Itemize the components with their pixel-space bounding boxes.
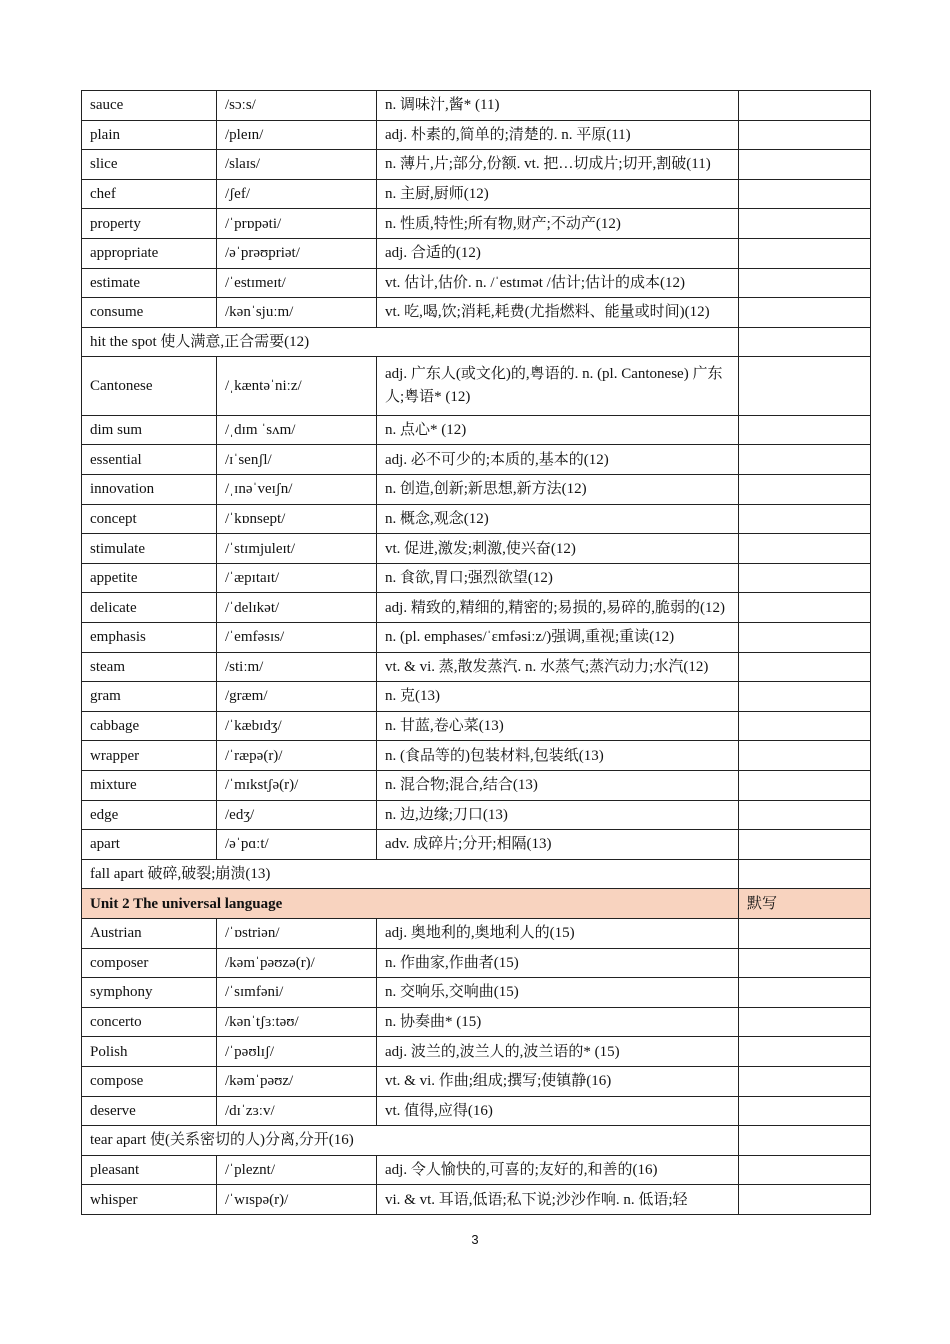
- vocab-row: [82, 120, 871, 150]
- word-cell: edge: [82, 800, 217, 830]
- phonetic-cell: /kəmˈpəʊz/: [217, 1066, 377, 1096]
- dictation-cell: [739, 593, 871, 623]
- vocab-row: [82, 209, 871, 239]
- meaning-cell: n. 薄片,片;部分,份额. vt. 把…切成片;切开,割破(11): [377, 150, 739, 180]
- vocab-row: [82, 415, 871, 445]
- phonetic-cell: /ʃef/: [217, 179, 377, 209]
- vocab-row: [82, 978, 871, 1008]
- word-cell: property: [82, 209, 217, 239]
- dictation-cell: [739, 327, 871, 357]
- vocab-row: [82, 298, 871, 328]
- word-cell: consume: [82, 298, 217, 328]
- word-cell: deserve: [82, 1096, 217, 1126]
- meaning-cell: vi. & vt. 耳语,低语;私下说;沙沙作响. n. 低语;轻: [377, 1185, 739, 1215]
- vocab-row: [82, 1037, 871, 1067]
- word-cell: emphasis: [82, 623, 217, 653]
- word-cell: Cantonese: [82, 357, 217, 416]
- meaning-cell: vt. 吃,喝,饮;消耗,耗费(尤指燃料、能量或时间)(12): [377, 298, 739, 328]
- vocab-row: [82, 623, 871, 653]
- phonetic-cell: /ˈpleznt/: [217, 1155, 377, 1185]
- dictation-header: 默写: [739, 889, 871, 919]
- phrase-row: [82, 859, 871, 889]
- dictation-cell: [739, 652, 871, 682]
- word-cell: appetite: [82, 563, 217, 593]
- vocab-row: [82, 1096, 871, 1126]
- meaning-cell: n. (食品等的)包装材料,包装纸(13): [377, 741, 739, 771]
- meaning-cell: adj. 精致的,精细的,精密的;易损的,易碎的,脆弱的(12): [377, 593, 739, 623]
- phonetic-cell: /əˈprəʊpriət/: [217, 238, 377, 268]
- word-cell: Polish: [82, 1037, 217, 1067]
- meaning-cell: adv. 成碎片;分开;相隔(13): [377, 830, 739, 860]
- phonetic-cell: /ˌɪnəˈveɪʃn/: [217, 475, 377, 505]
- word-cell: chef: [82, 179, 217, 209]
- dictation-cell: [739, 179, 871, 209]
- meaning-cell: n. 点心* (12): [377, 415, 739, 445]
- dictation-cell: [739, 534, 871, 564]
- dictation-cell: [739, 918, 871, 948]
- phonetic-cell: /stiːm/: [217, 652, 377, 682]
- word-cell: plain: [82, 120, 217, 150]
- word-cell: essential: [82, 445, 217, 475]
- word-cell: appropriate: [82, 238, 217, 268]
- phonetic-cell: /ˌdɪm ˈsʌm/: [217, 415, 377, 445]
- dictation-cell: [739, 1126, 871, 1156]
- page-number: 3: [471, 1232, 479, 1247]
- unit-header-row: [82, 889, 871, 919]
- vocab-row: [82, 563, 871, 593]
- meaning-cell: n. 概念,观念(12): [377, 504, 739, 534]
- word-cell: symphony: [82, 978, 217, 1008]
- vocab-row: [82, 948, 871, 978]
- phonetic-cell: /ˈræpə(r)/: [217, 741, 377, 771]
- dictation-cell: [739, 120, 871, 150]
- vocab-row: [82, 741, 871, 771]
- dictation-cell: [739, 238, 871, 268]
- phonetic-cell: /pleɪn/: [217, 120, 377, 150]
- dictation-cell: [739, 475, 871, 505]
- vocab-row: [82, 475, 871, 505]
- meaning-cell: adj. 广东人(或文化)的,粤语的. n. (pl. Cantonese) 广东人;粤语* (12): [377, 357, 739, 416]
- vocabulary-table: [81, 90, 871, 1215]
- phonetic-cell: /ˈæpɪtaɪt/: [217, 563, 377, 593]
- phonetic-cell: /ˈstɪmjuleɪt/: [217, 534, 377, 564]
- word-cell: steam: [82, 652, 217, 682]
- phonetic-cell: /əˈpɑːt/: [217, 830, 377, 860]
- dictation-cell: [739, 800, 871, 830]
- word-cell: estimate: [82, 268, 217, 298]
- word-cell: whisper: [82, 1185, 217, 1215]
- unit-title: Unit 2 The universal language: [82, 889, 739, 919]
- word-cell: slice: [82, 150, 217, 180]
- vocab-row: [82, 830, 871, 860]
- vocab-row: [82, 1155, 871, 1185]
- word-cell: dim sum: [82, 415, 217, 445]
- meaning-cell: vt. & vi. 蒸,散发蒸汽. n. 水蒸气;蒸汽动力;水汽(12): [377, 652, 739, 682]
- word-cell: pleasant: [82, 1155, 217, 1185]
- vocab-row: [82, 179, 871, 209]
- phonetic-cell: /kənˈsjuːm/: [217, 298, 377, 328]
- vocab-row: [82, 800, 871, 830]
- word-cell: cabbage: [82, 711, 217, 741]
- phrase-cell: fall apart 破碎,破裂;崩溃(13): [82, 859, 739, 889]
- vocab-row: [82, 1185, 871, 1215]
- word-cell: concerto: [82, 1007, 217, 1037]
- dictation-cell: [739, 830, 871, 860]
- phonetic-cell: /græm/: [217, 682, 377, 712]
- phonetic-cell: /kəmˈpəʊzə(r)/: [217, 948, 377, 978]
- phonetic-cell: /ˈmɪkstʃə(r)/: [217, 770, 377, 800]
- meaning-cell: n. 性质,特性;所有物,财产;不动产(12): [377, 209, 739, 239]
- vocab-row: [82, 504, 871, 534]
- phonetic-cell: /ˈɒstriən/: [217, 918, 377, 948]
- meaning-cell: n. 交响乐,交响曲(15): [377, 978, 739, 1008]
- meaning-cell: n. 克(13): [377, 682, 739, 712]
- dictation-cell: [739, 948, 871, 978]
- phrase-cell: hit the spot 使人满意,正合需要(12): [82, 327, 739, 357]
- vocab-row: [82, 1007, 871, 1037]
- phonetic-cell: /ˈestɪmeɪt/: [217, 268, 377, 298]
- dictation-cell: [739, 357, 871, 416]
- meaning-cell: vt. 值得,应得(16): [377, 1096, 739, 1126]
- dictation-cell: [739, 770, 871, 800]
- phonetic-cell: /ˈwɪspə(r)/: [217, 1185, 377, 1215]
- phonetic-cell: /sɔːs/: [217, 91, 377, 121]
- dictation-cell: [739, 1155, 871, 1185]
- dictation-cell: [739, 1185, 871, 1215]
- vocab-row: [82, 1066, 871, 1096]
- dictation-cell: [739, 1037, 871, 1067]
- dictation-cell: [739, 859, 871, 889]
- dictation-cell: [739, 682, 871, 712]
- vocab-row: [82, 711, 871, 741]
- vocab-row: [82, 652, 871, 682]
- dictation-cell: [739, 150, 871, 180]
- meaning-cell: n. 甘蓝,卷心菜(13): [377, 711, 739, 741]
- dictation-cell: [739, 563, 871, 593]
- phrase-cell: tear apart 使(关系密切的人)分离,分开(16): [82, 1126, 739, 1156]
- phonetic-cell: /ˈpəʊlɪʃ/: [217, 1037, 377, 1067]
- phonetic-cell: /ˈsɪmfəni/: [217, 978, 377, 1008]
- meaning-cell: n. 混合物;混合,结合(13): [377, 770, 739, 800]
- word-cell: innovation: [82, 475, 217, 505]
- vocab-row: [82, 150, 871, 180]
- dictation-cell: [739, 504, 871, 534]
- word-cell: composer: [82, 948, 217, 978]
- vocab-row: [82, 357, 871, 416]
- phonetic-cell: /ˈdelɪkət/: [217, 593, 377, 623]
- word-cell: mixture: [82, 770, 217, 800]
- meaning-cell: n. 调味汁,酱* (11): [377, 91, 739, 121]
- dictation-cell: [739, 978, 871, 1008]
- word-cell: Austrian: [82, 918, 217, 948]
- dictation-cell: [739, 711, 871, 741]
- vocab-row: [82, 238, 871, 268]
- meaning-cell: vt. & vi. 作曲;组成;撰写;使镇静(16): [377, 1066, 739, 1096]
- meaning-cell: n. 创造,创新;新思想,新方法(12): [377, 475, 739, 505]
- phonetic-cell: /kənˈtʃɜːtəʊ/: [217, 1007, 377, 1037]
- vocab-row: [82, 682, 871, 712]
- phonetic-cell: /slaɪs/: [217, 150, 377, 180]
- meaning-cell: n. 主厨,厨师(12): [377, 179, 739, 209]
- phonetic-cell: /ˌkæntəˈniːz/: [217, 357, 377, 416]
- meaning-cell: adj. 波兰的,波兰人的,波兰语的* (15): [377, 1037, 739, 1067]
- vocab-row: [82, 593, 871, 623]
- phonetic-cell: /dɪˈzɜːv/: [217, 1096, 377, 1126]
- phonetic-cell: /ˈprɒpəti/: [217, 209, 377, 239]
- meaning-cell: adj. 奥地利的,奥地利人的(15): [377, 918, 739, 948]
- phrase-row: [82, 1126, 871, 1156]
- meaning-cell: n. (pl. emphases/ˈɛmfəsiːz/)强调,重视;重读(12): [377, 623, 739, 653]
- dictation-cell: [739, 1096, 871, 1126]
- meaning-cell: adj. 令人愉快的,可喜的;友好的,和善的(16): [377, 1155, 739, 1185]
- word-cell: wrapper: [82, 741, 217, 771]
- dictation-cell: [739, 415, 871, 445]
- dictation-cell: [739, 623, 871, 653]
- meaning-cell: vt. 促进,激发;刺激,使兴奋(12): [377, 534, 739, 564]
- meaning-cell: vt. 估计,估价. n. /ˈestɪmət /估计;估计的成本(12): [377, 268, 739, 298]
- word-cell: compose: [82, 1066, 217, 1096]
- dictation-cell: [739, 1007, 871, 1037]
- dictation-cell: [739, 268, 871, 298]
- vocab-row: [82, 268, 871, 298]
- meaning-cell: adj. 朴素的,简单的;清楚的. n. 平原(11): [377, 120, 739, 150]
- vocab-row: [82, 918, 871, 948]
- dictation-cell: [739, 298, 871, 328]
- vocab-row: [82, 534, 871, 564]
- dictation-cell: [739, 209, 871, 239]
- word-cell: sauce: [82, 91, 217, 121]
- dictation-cell: [739, 741, 871, 771]
- phonetic-cell: /ɪˈsenʃl/: [217, 445, 377, 475]
- phonetic-cell: /ˈkɒnsept/: [217, 504, 377, 534]
- word-cell: delicate: [82, 593, 217, 623]
- meaning-cell: n. 食欲,胃口;强烈欲望(12): [377, 563, 739, 593]
- vocabulary-table-body: [82, 91, 871, 1215]
- phonetic-cell: /edʒ/: [217, 800, 377, 830]
- meaning-cell: n. 作曲家,作曲者(15): [377, 948, 739, 978]
- word-cell: concept: [82, 504, 217, 534]
- word-cell: stimulate: [82, 534, 217, 564]
- meaning-cell: adj. 合适的(12): [377, 238, 739, 268]
- meaning-cell: n. 边,边缘;刀口(13): [377, 800, 739, 830]
- dictation-cell: [739, 1066, 871, 1096]
- vocab-row: [82, 445, 871, 475]
- vocab-row: [82, 770, 871, 800]
- vocab-row: [82, 91, 871, 121]
- dictation-cell: [739, 445, 871, 475]
- meaning-cell: adj. 必不可少的;本质的,基本的(12): [377, 445, 739, 475]
- word-cell: gram: [82, 682, 217, 712]
- phrase-row: [82, 327, 871, 357]
- phonetic-cell: /ˈkæbɪdʒ/: [217, 711, 377, 741]
- word-cell: apart: [82, 830, 217, 860]
- meaning-cell: n. 协奏曲* (15): [377, 1007, 739, 1037]
- phonetic-cell: /ˈemfəsɪs/: [217, 623, 377, 653]
- dictation-cell: [739, 91, 871, 121]
